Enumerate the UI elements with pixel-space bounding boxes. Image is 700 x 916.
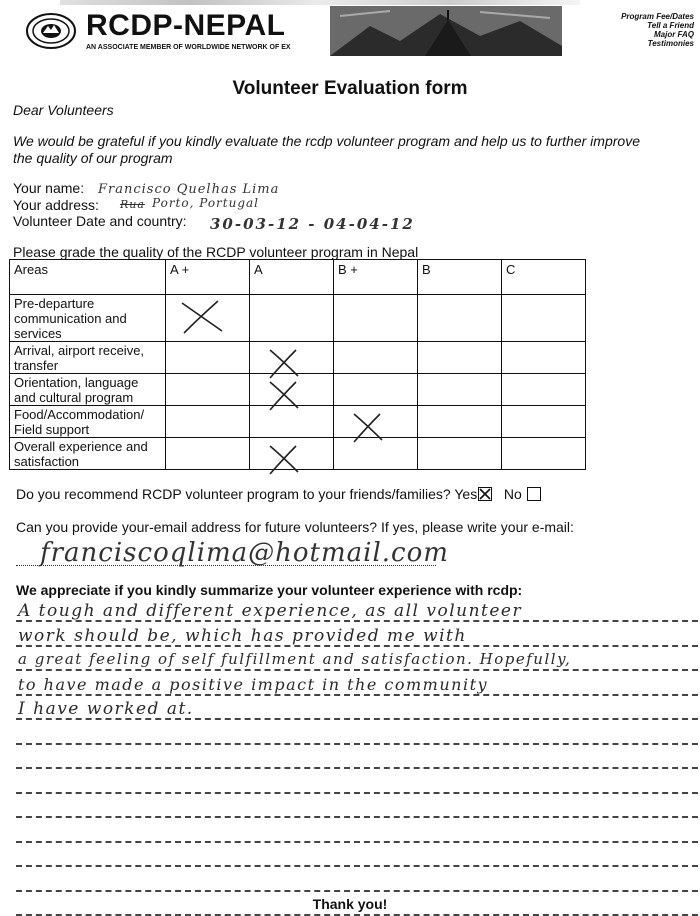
grade-cell[interactable] bbox=[166, 374, 250, 406]
summary-line[interactable]: I have worked at. bbox=[18, 699, 194, 719]
summary-line[interactable]: A tough and different experience, as all volunteer bbox=[18, 601, 523, 621]
nav-testimonies[interactable]: Testimonies bbox=[647, 39, 694, 48]
nav-major-faq[interactable]: Major FAQ bbox=[653, 30, 694, 39]
grade-cell[interactable] bbox=[166, 406, 250, 438]
no-checkbox[interactable] bbox=[527, 487, 541, 501]
grade-cell[interactable] bbox=[418, 406, 502, 438]
grade-cell[interactable] bbox=[418, 295, 502, 342]
grade-cell[interactable] bbox=[334, 438, 418, 470]
grade-cell[interactable] bbox=[502, 406, 586, 438]
grade-cell[interactable] bbox=[418, 374, 502, 406]
grade-cell[interactable] bbox=[250, 438, 334, 470]
checked-x-icon bbox=[479, 488, 491, 500]
grade-cell[interactable] bbox=[502, 342, 586, 374]
grade-cell[interactable] bbox=[334, 295, 418, 342]
name-value[interactable]: Francisco Quelhas Lima bbox=[98, 182, 280, 197]
table-row bbox=[10, 406, 586, 438]
col-b-plus: B + bbox=[334, 260, 418, 295]
grade-cell[interactable] bbox=[250, 406, 334, 438]
grade-cell[interactable] bbox=[502, 374, 586, 406]
email-question: Can you provide your-email address for future volunteers? If yes, please write your e-mail: bbox=[16, 519, 574, 535]
grade-x-mark-icon bbox=[262, 442, 310, 478]
ruled-line bbox=[16, 743, 698, 745]
email-dotted-line bbox=[16, 565, 436, 566]
summary-line[interactable]: a great feeling of self fulfillment and satisfaction. Hopefully, bbox=[18, 650, 572, 668]
rcdp-seal-logo bbox=[26, 13, 76, 49]
col-a: A bbox=[250, 260, 334, 295]
name-label: Your name: bbox=[13, 180, 85, 196]
col-b: B bbox=[418, 260, 502, 295]
col-c: C bbox=[502, 260, 586, 295]
date-label: Volunteer Date and country: bbox=[13, 213, 187, 229]
table-row bbox=[10, 438, 586, 470]
grade-cell[interactable] bbox=[250, 342, 334, 374]
yes-checkbox[interactable] bbox=[478, 487, 492, 501]
banner-photo bbox=[330, 6, 562, 56]
ruled-line bbox=[16, 890, 698, 892]
grade-cell[interactable] bbox=[166, 342, 250, 374]
address-label: Your address: bbox=[13, 197, 99, 213]
grade-cell[interactable] bbox=[418, 438, 502, 470]
summary-line[interactable]: work should be, which has provided me with bbox=[18, 625, 467, 646]
ruled-line bbox=[16, 669, 698, 671]
grade-cell[interactable] bbox=[250, 295, 334, 342]
table-row bbox=[10, 374, 586, 406]
ruled-line bbox=[16, 816, 698, 818]
scan-smudge bbox=[60, 0, 580, 5]
email-value[interactable]: franciscoqlima@hotmail.com bbox=[40, 538, 449, 568]
area-cell bbox=[10, 342, 166, 374]
address-value[interactable]: Porto, Portugal bbox=[152, 196, 259, 210]
grade-cell[interactable] bbox=[166, 438, 250, 470]
summary-line[interactable]: to have made a positive impact in the community bbox=[18, 674, 489, 694]
nav-program-fee[interactable]: Program Fee/Dates bbox=[621, 12, 694, 21]
ruled-line bbox=[16, 865, 698, 867]
date-value[interactable]: 30-03-12 - 04-04-12 bbox=[210, 215, 415, 233]
grading-table bbox=[9, 259, 586, 470]
grade-cell[interactable] bbox=[502, 438, 586, 470]
area-label: Food/Accommodation/ Field support bbox=[14, 407, 145, 437]
grade-cell[interactable] bbox=[418, 342, 502, 374]
summary-question: We appreciate if you kindly summarize your volunteer experience with rcdp: bbox=[16, 582, 523, 598]
address-struck-word: Rua bbox=[120, 198, 145, 211]
ruled-line bbox=[16, 792, 698, 794]
recommend-question-text: Do you recommend RCDP volunteer program to your friends/families? bbox=[16, 486, 451, 502]
grade-cell[interactable] bbox=[250, 374, 334, 406]
ruled-line bbox=[16, 767, 698, 769]
grade-cell[interactable] bbox=[334, 342, 418, 374]
grading-intro: Please grade the quality of the RCDP volunteer program in Nepal bbox=[13, 244, 419, 260]
intro-text: We would be grateful if you kindly evaluate the rcdp volunteer program and help us to further improve the quality of our program bbox=[13, 133, 640, 166]
ruled-line bbox=[16, 694, 698, 696]
grade-x-mark-icon bbox=[178, 299, 226, 335]
grade-cell[interactable] bbox=[502, 295, 586, 342]
table-row bbox=[10, 342, 586, 374]
col-areas: Areas bbox=[10, 260, 166, 295]
org-name: RCDP-NEPAL bbox=[86, 9, 286, 42]
no-label: No bbox=[503, 486, 522, 502]
table-row bbox=[10, 295, 586, 342]
area-label: Overall experience and satisfaction bbox=[14, 439, 148, 469]
header-nav bbox=[566, 12, 694, 48]
grading-rows bbox=[10, 295, 586, 470]
area-label: Orientation, language and cultural program bbox=[14, 375, 139, 405]
area-label: Pre-departure communication and services bbox=[14, 296, 127, 341]
nav-tell-a-friend[interactable]: Tell a Friend bbox=[647, 21, 694, 30]
area-cell bbox=[10, 406, 166, 438]
grade-cell[interactable] bbox=[334, 406, 418, 438]
org-tagline: AN ASSOCIATE MEMBER OF WORLDWIDE NETWORK OF EX bbox=[86, 44, 291, 51]
letterhead bbox=[0, 0, 700, 58]
col-a-plus: A + bbox=[166, 260, 250, 295]
area-cell bbox=[10, 374, 166, 406]
grade-cell[interactable] bbox=[166, 295, 250, 342]
area-label: Arrival, airport receive, transfer bbox=[14, 343, 145, 373]
salutation: Dear Volunteers bbox=[13, 102, 114, 118]
recommend-question bbox=[16, 486, 541, 502]
grade-cell[interactable] bbox=[334, 374, 418, 406]
table-header-row bbox=[10, 260, 586, 295]
banner-stupa-image bbox=[330, 6, 562, 56]
area-cell bbox=[10, 295, 166, 342]
area-cell bbox=[10, 438, 166, 470]
form-title: Volunteer Evaluation form bbox=[232, 78, 468, 99]
ruled-line bbox=[16, 841, 698, 843]
thank-you-text: Thank you! bbox=[312, 896, 388, 912]
yes-label: Yes bbox=[454, 486, 478, 502]
